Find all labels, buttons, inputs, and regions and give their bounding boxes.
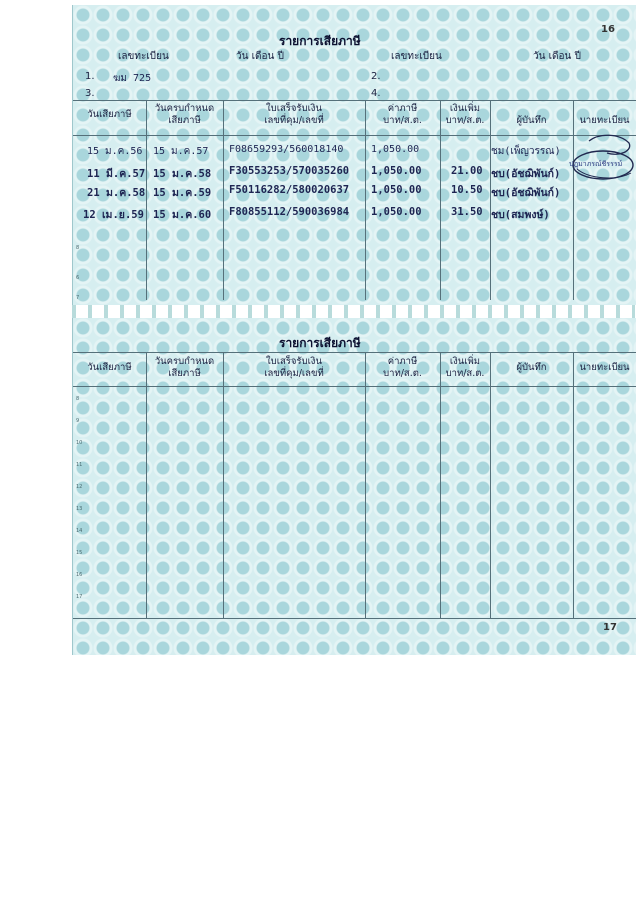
tax-record-page-17: รายการเสียภาษี วันเสียภาษี วันครบกำหนด เสียภาษี ใบเสร็จรับเงิน เลขที่คุม/เลขที่ ค่าภาษี บาท/ส.ต. เงินเพิ่ม บาท/ส.ต. ผู้บันทึก นายทะเบียน 17 8 9 10 11 12 13 14 15 16 17 (72, 318, 636, 655)
col-header-due-date: วันครบกำหนด เสียภาษี (154, 103, 215, 126)
col-header-extra: เงินเพิ่ม บาท/ส.ต. (445, 103, 485, 126)
date-label: วัน เดือน ปี (236, 51, 284, 62)
col-header-paid-date: วันเสียภาษี (87, 109, 132, 120)
col-header-tax: ค่าภาษี บาท/ส.ต. (383, 356, 422, 379)
page-number: 17 (603, 622, 617, 633)
registrar-stamp-text: ปฏุมาภรณ์ชีรรรม์ (569, 160, 623, 168)
col-header-recorder: ผู้บันทึก (516, 115, 547, 126)
reg-row-number: 3. (85, 88, 95, 99)
col-header-recorder: ผู้บันทึก (516, 362, 547, 373)
col-header-extra: เงินเพิ่ม บาท/ส.ต. (445, 356, 485, 379)
date-label: วัน เดือน ปี (533, 51, 581, 62)
col-header-paid-date: วันเสียภาษี (87, 362, 132, 373)
col-header-due-date: วันครบกำหนด เสียภาษี (154, 356, 215, 379)
reg-row-number: 4. (371, 88, 381, 99)
page-number: 16 (601, 24, 615, 35)
reg-row-number: 2. (371, 71, 381, 82)
col-header-registrar: นายทะเบียน (579, 115, 630, 126)
reg-value: ฆม 725 (113, 73, 152, 84)
tax-record-page-16: 16 รายการเสียภาษี เลขทะเบียน วัน เดือน ปี เลขทะเบียน วัน เดือน ปี 1. ฆม 725 2. 3. 4. วันเสียภาษี วันครบกำหนด เสียภาษี ใบเสร็จรับเงิน เลขที่คุม/เลขที่ ค่าภาษี บาท/ส.ต. เงินเพิ่ม บาท/ส.ต. ผู้บันทึก นายทะเบียน 15 ม.ค.56 15 ม.ค.57 F08659293/560018140 1,050.00 ชม(เพ็ญวรรณ) 11 มี.ค.57 15 ม.ค.58 F30553253/570035260 1,050.00 21.00 ชบ(อัชฌิพันก์) 21 ม.ค.58 15 ม.ค.59 F50116282/580020637 1,050.00 10.50 ชบ(อัชฌิพันก์) 12 เม.ย.59 15 ม.ค.60 F80855112/590036984 1,050.00 31.50 ชบ(สมพงษ์) ปฏุมาภรณ์ชีรรรม์ 8 6 7 (72, 5, 636, 305)
page-title: รายการเสียภาษี (279, 336, 361, 350)
col-header-receipt: ใบเสร็จรับเงิน เลขที่คุม/เลขที่ (264, 356, 324, 379)
page-title: รายการเสียภาษี (279, 34, 361, 48)
col-header-registrar: นายทะเบียน (579, 362, 630, 373)
reg-label: เลขทะเบียน (391, 51, 442, 62)
reg-label: เลขทะเบียน (118, 51, 169, 62)
reg-row-number: 1. (85, 71, 95, 82)
col-header-receipt: ใบเสร็จรับเงิน เลขที่คุม/เลขที่ (264, 103, 324, 126)
col-header-tax: ค่าภาษี บาท/ส.ต. (383, 103, 422, 126)
perforation-divider (72, 305, 635, 318)
